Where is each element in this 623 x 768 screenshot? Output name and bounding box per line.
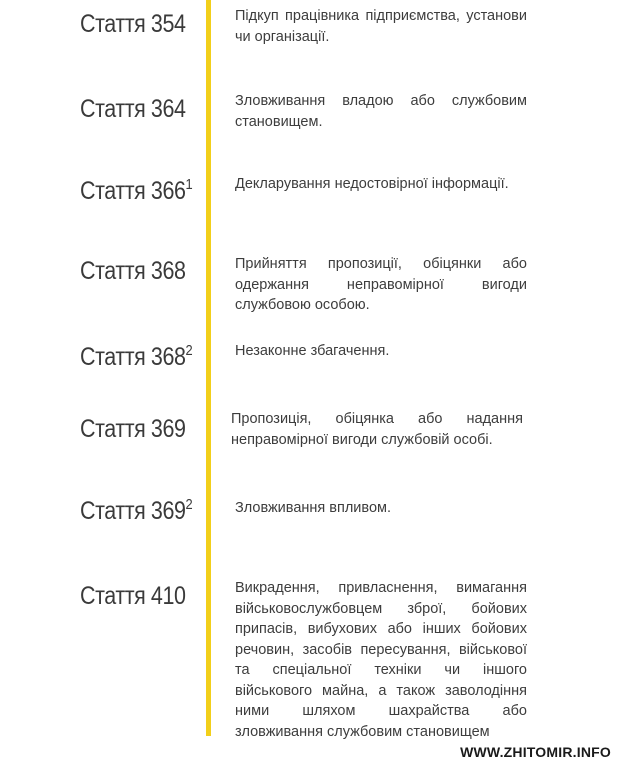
article-369-title: Стаття 369 [80, 415, 186, 443]
article-368-2-description: Незаконне збагачення. [235, 343, 390, 359]
article-364-description: Зловживання владою або службовим становищем. [235, 93, 527, 130]
site-watermark: WWW.ZHITOMIR.INFO [460, 744, 611, 760]
article-354-title: Стаття 354 [80, 10, 186, 38]
article-410-title: Стаття 410 [80, 582, 186, 610]
article-366-1-description: Декларування недостовірної інформації. [235, 176, 509, 192]
article-369-description: Пропозиція, обіцянка або надання неправомірної вигоди службовій особі. [231, 411, 523, 448]
article-410-description: Викрадення, привласнення, вимагання військовослужбовцем зброї, бойових припасів, вибухових або інших бойових речовин, засобів пересування, військової та спеціальної техніки чи іншого військового майна, а також заволодіння ними шляхом шахрайства або зловживання службовим становищем [235, 580, 527, 740]
article-368-description: Прийняття пропозиції, обіцянки або одержання неправомірної вигоди службовою особою. [235, 256, 527, 313]
article-368-2-title: Стаття $368^2$ [80, 342, 193, 371]
yellow-divider-line [206, 0, 211, 736]
article-354-description: Підкуп працівника підприємства, установи чи організації. [235, 8, 527, 45]
article-368-title: Стаття 368 [80, 257, 186, 285]
article-369-2-title: Стаття $369^2$ [80, 496, 193, 525]
article-369-2-description: Зловживання впливом. [235, 500, 392, 516]
article-366-1-title: Стаття $366^1$ [80, 176, 193, 205]
article-364-title: Стаття 364 [80, 95, 186, 123]
